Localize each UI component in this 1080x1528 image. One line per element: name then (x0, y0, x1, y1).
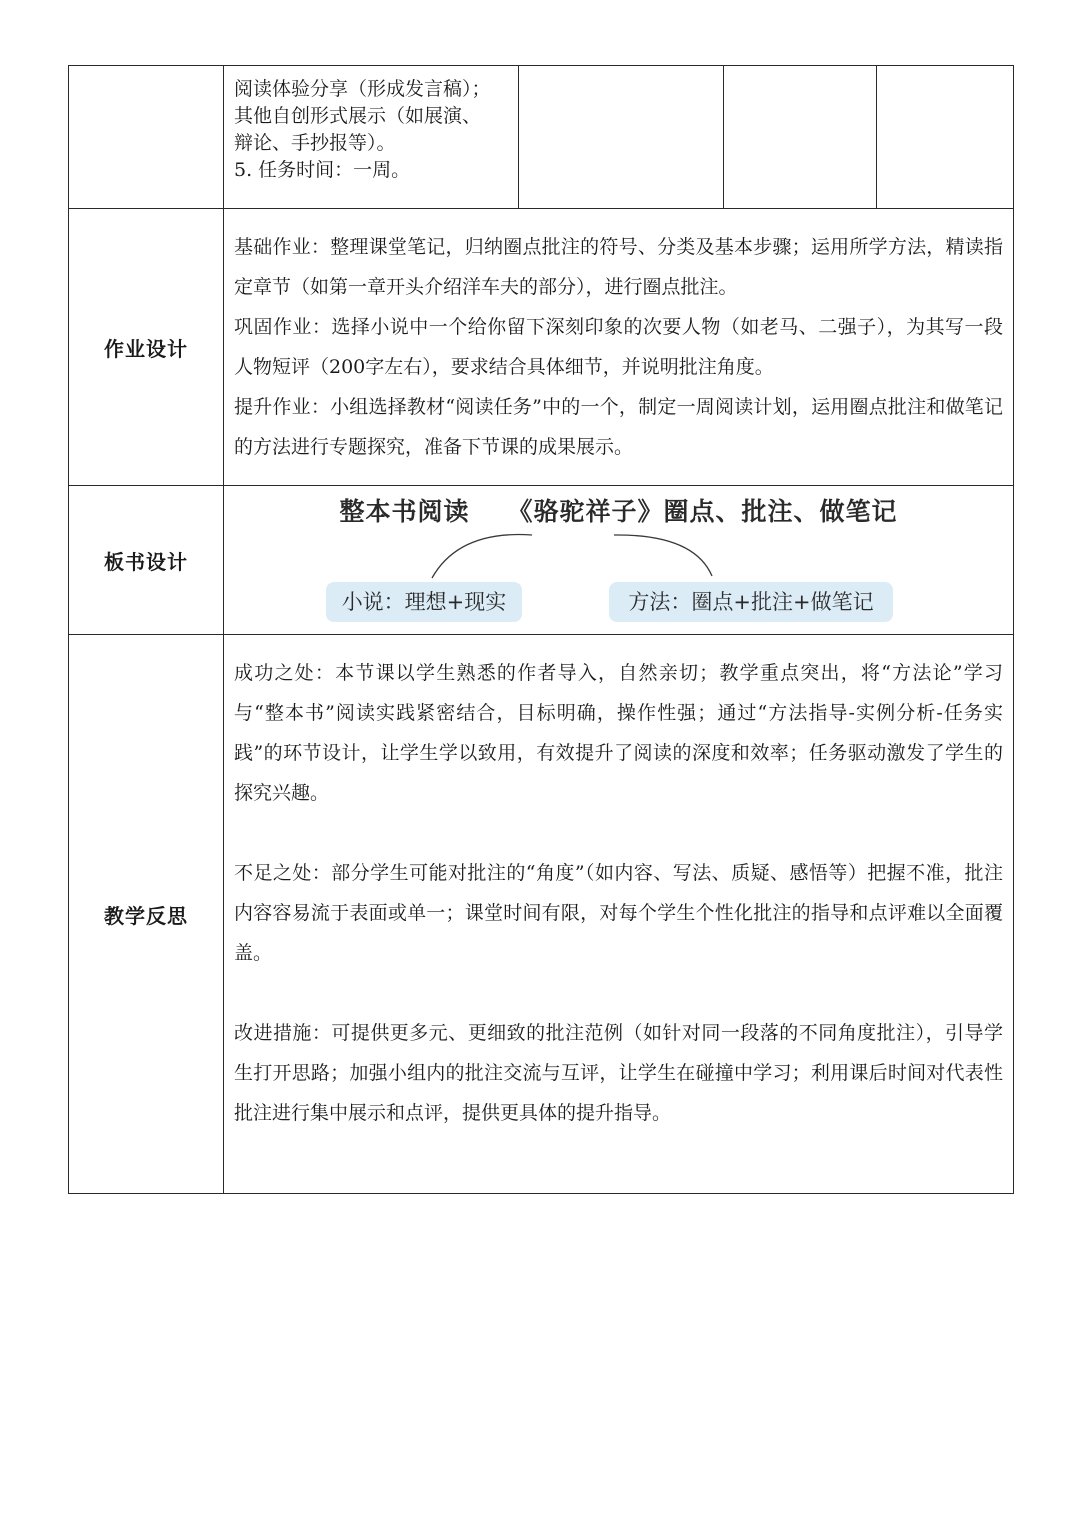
reflection-label: 教学反思 (69, 635, 224, 1194)
board-diagram (224, 486, 1013, 634)
task-line: 阅读体验分享（形成发言稿）； (234, 78, 491, 100)
board-design-row (69, 486, 1014, 635)
task-line: 5. 任务时间：一周。 (234, 159, 411, 181)
homework-basic: 基础作业：整理课堂笔记，归纳圈点批注的符号、分类及基本步骤；运用所学方法，精读指定章节（如第一章开头介绍洋车夫的部分），进行圈点批注。 (234, 236, 1003, 298)
homework-advanced: 提升作业：小组选择教材“阅读任务”中的一个，制定一周阅读计划，运用圈点批注和做笔记的方法进行专题探究，准备下节课的成果展示。 (234, 396, 1003, 458)
reflection-row (69, 635, 1014, 1194)
homework-label: 作业设计 (69, 209, 224, 486)
left-arc (432, 535, 532, 578)
homework-consolidate: 巩固作业：选择小说中一个给你留下深刻印象的次要人物（如老马、二强子），为其写一段人物短评（200字左右），要求结合具体细节，并说明批注角度。 (234, 316, 1003, 378)
right-arc (614, 535, 712, 576)
board-title-left: 整本书阅读 (339, 497, 470, 526)
reflection-improvement: 改进措施：可提供更多元、更细致的批注范例（如针对同一段落的不同角度批注），引导学生打开思路；加强小组内的批注交流与互评，让学生在碰撞中学习；利用课后时间对代表性批注进行集中展示和点评，提供更具体的提升指导。 (234, 1022, 1003, 1124)
task-line: 其他自创形式展示（如展演、 (234, 105, 482, 127)
empty-cell (519, 66, 724, 209)
board-design-content (224, 486, 1014, 635)
board-design-label: 板书设计 (69, 486, 224, 635)
novel-chip: 小说：理想+现实 (326, 582, 522, 622)
homework-row (69, 209, 1014, 486)
empty-cell (877, 66, 1014, 209)
reflection-success: 成功之处：本节课以学生熟悉的作者导入，自然亲切；教学重点突出，将“方法论”学习与“整本书”阅读实践紧密结合，目标明确，操作性强；通过“方法指导-实例分析-任务实践”的环节设计，让学生学以致用，有效提升了阅读的深度和效率；任务驱动激发了学生的探究兴趣。 (234, 662, 1003, 804)
task-line: 辩论、手抄报等）。 (234, 132, 396, 154)
reflection-content (224, 635, 1014, 1194)
task-continuation-row (69, 66, 1014, 209)
top-label-cell (69, 66, 224, 209)
method-chip: 方法：圈点+批注+做笔记 (609, 582, 893, 622)
homework-content (224, 209, 1014, 486)
lesson-plan-table (68, 65, 1014, 1194)
reflection-shortcoming: 不足之处：部分学生可能对批注的“角度”（如内容、写法、质疑、感悟等）把握不准，批注内容容易流于表面或单一；课堂时间有限，对每个学生个性化批注的指导和点评难以全面覆盖。 (234, 862, 1003, 964)
task-details-cell (224, 66, 519, 209)
empty-cell (724, 66, 877, 209)
board-title-right: 《骆驼祥子》圈点、批注、做笔记 (507, 497, 898, 526)
